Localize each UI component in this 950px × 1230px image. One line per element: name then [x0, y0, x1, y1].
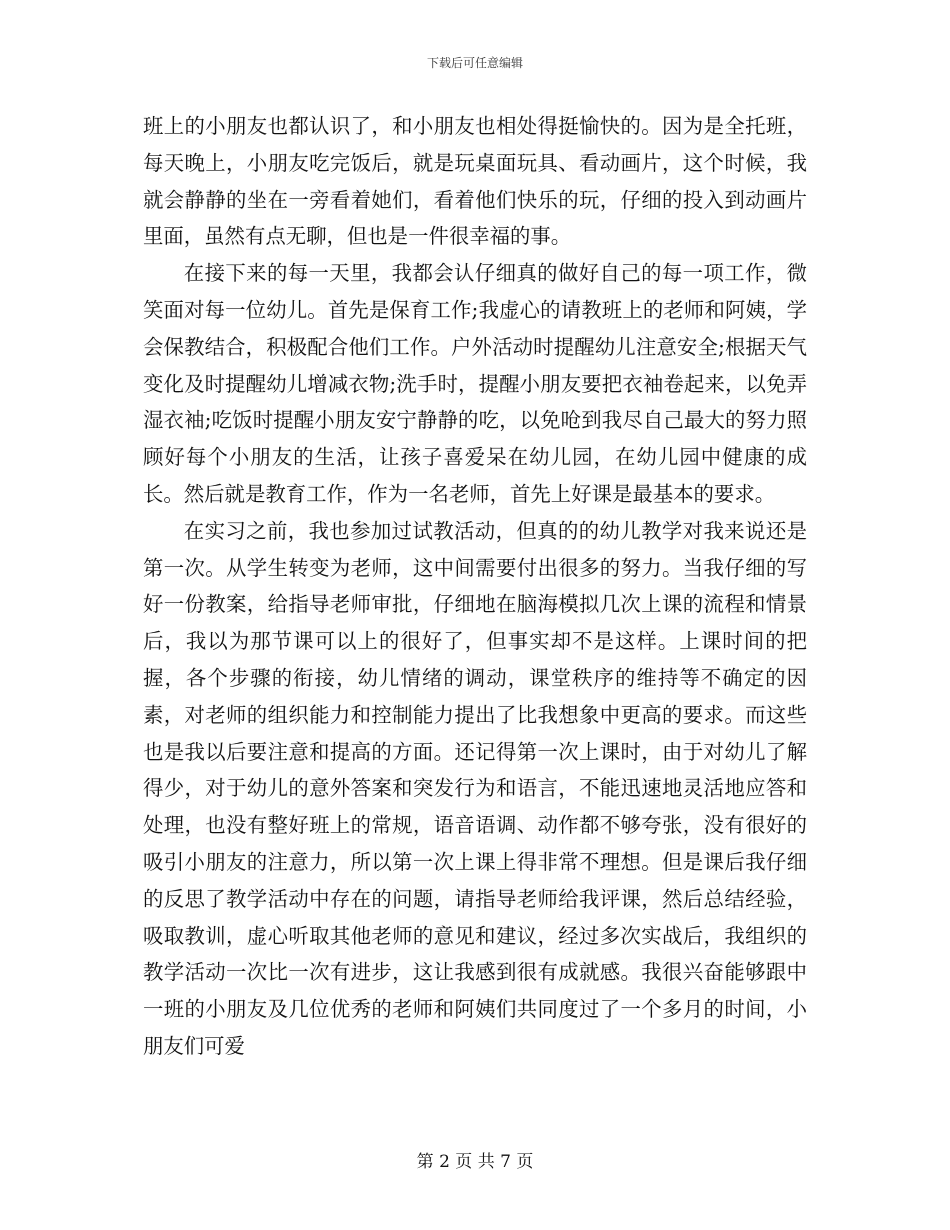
page-number: 第 2 页 共 7 页	[416, 1152, 534, 1172]
body-text	[143, 108, 807, 1065]
paragraph-teaching: 在实习之前，我也参加过试教活动，但真的的幼儿教学对我来说还是第一次。从学生转变为老师，这中间需要付出很多的努力。当我仔细的写好一份教案，给指导老师审批，仔细地在脑海模拟几次上课的流程和情景后，我以为那节课可以上的很好了，但事实却不是这样。上课时间的把握，各个步骤的衔接，幼儿情绪的调动，课堂秩序的维持等不确定的因素，对老师的组织能力和控制能力提出了比我想象中更高的要求。而这些也是我以后要注意和提高的方面。还记得第一次上课时，由于对幼儿了解得少，对于幼儿的意外答案和突发行为和语言，不能迅速地灵活地应答和处理，也没有整好班上的常规，语音语调、动作都不够夸张，没有很好的吸引小朋友的注意力，所以第一次上课上得非常不理想。但是课后我仔细的反思了教学活动中存在的问题，请指导老师给我评课，然后总结经验，吸取教训，虚心听取其他老师的意见和建议，经过多次实战后，我组织的教学活动一次比一次有进步，这让我感到很有成就感。我很兴奋能够跟中一班的小朋友及几位优秀的老师和阿姨们共同度过了一个多月的时间，小朋友们可爱	[143, 518, 807, 1058]
paragraph-continued: 班上的小朋友也都认识了，和小朋友也相处得挺愉快的。因为是全托班，每天晚上，小朋友吃完饭后，就是玩桌面玩具、看动画片，这个时候，我就会静静的坐在一旁看着她们，看着他们快乐的玩，仔细的投入到动画片里面，虽然有点无聊，但也是一件很幸福的事。	[143, 114, 807, 249]
paragraph-care-work: 在接下来的每一天里，我都会认仔细真的做好自己的每一项工作，微笑面对每一位幼儿。首先是保育工作;我虚心的请教班上的老师和阿姨，学会保教结合，积极配合他们工作。户外活动时提醒幼儿注意安全;根据天气变化及时提醒幼儿增减衣物;洗手时，提醒小朋友要把衣袖卷起来，以免弄湿衣袖;吃饭时提醒小朋友安宁静静的吃，以免呛到我尽自己最大的努力照顾好每个小朋友的生活，让孩子喜爱呆在幼儿园，在幼儿园中健康的成长。然后就是教育工作，作为一名老师，首先上好课是最基本的要求。	[143, 261, 807, 506]
page-header: 下载后可任意编辑	[426, 56, 523, 70]
